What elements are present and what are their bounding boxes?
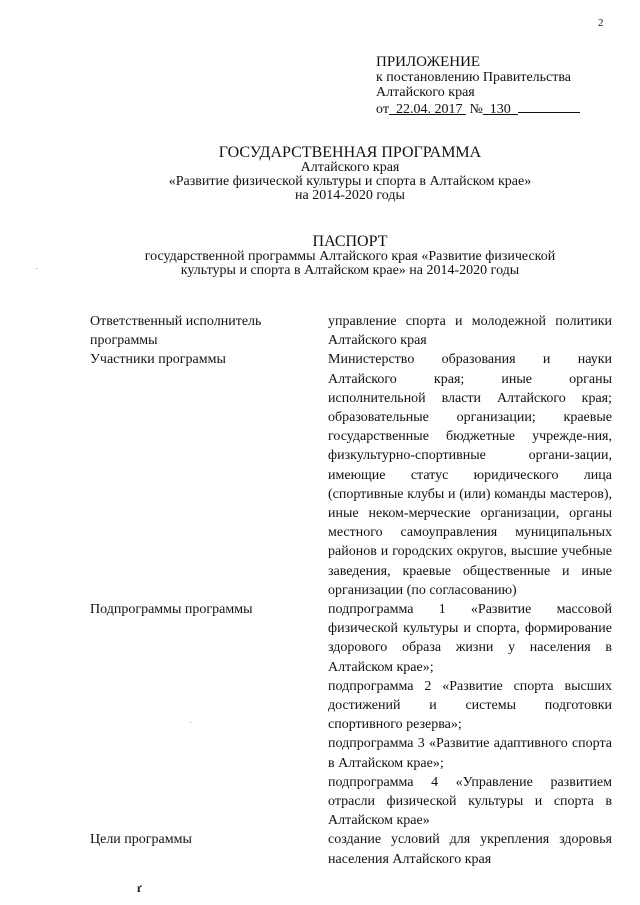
scan-speck — [36, 268, 37, 269]
passport-line-2: культуры и спорта в Алтайском крае» на 2014-2020 годы — [180, 263, 520, 278]
appendix-header — [376, 55, 580, 117]
row-value-list — [328, 600, 612, 830]
program-line-2: «Развитие физической культуры и спорта в Алтайском крае» — [168, 174, 532, 189]
appendix-number: 130 — [489, 102, 511, 117]
row-label: Цели программы — [90, 832, 192, 848]
program-title: ГОСУДАРСТВЕННАЯ ПРОГРАММА — [218, 144, 482, 161]
row-value: создание условий для укрепления здоровья населения Алтайского края — [328, 832, 612, 867]
appendix-line-1: к постановлению Правительства — [376, 70, 572, 85]
number-fill-line — [518, 100, 580, 113]
row-value: Министерство образования и науки Алтайского края; иные органы исполнительной власти Алтайского края; образовательные организации; краевые государственные бюджетные учрежде-ния, физкультурно-спортивные органи-зации, имеющие статус юридического лица (спортивные клубы и (или) команды мастеров), иные неком-мерческие организации, органы местного самоуправления муниципальных районов и городских округов, высшие учебные заведения, краевые общественные и иные организации (по согласованию) — [328, 352, 612, 598]
page-number: 2 — [598, 17, 604, 29]
program-line-3: на 2014-2020 годы — [295, 188, 405, 203]
table-row — [90, 350, 612, 600]
stray-mark: ґ — [137, 881, 142, 895]
scan-speck — [190, 722, 191, 723]
table-row — [90, 312, 612, 350]
table-row — [90, 830, 612, 868]
appendix-title: ПРИЛОЖЕНИЕ — [376, 54, 481, 70]
program-title-block — [60, 144, 640, 203]
row-label: Участники программы — [90, 352, 226, 368]
number-prefix: № — [469, 102, 483, 117]
row-value: управление спорта и молодежной политики Алтайского края — [328, 314, 612, 349]
subprogram-item: подпрограмма 2 «Развитие спорта высших достижений и системы подготовки спортивного резерва»; — [328, 678, 612, 733]
appendix-line-2: Алтайского края — [376, 85, 475, 100]
subprogram-item: подпрограмма 1 «Развитие массовой физической культуры и спорта, формирование здорового образа жизни у населения в Алтайском крае»; — [328, 602, 612, 675]
row-label: Ответственный исполнитель программы — [90, 314, 262, 349]
appendix-date: 22.04. 2017 — [395, 102, 463, 117]
passport-title-block — [60, 233, 640, 278]
row-label: Подпрограммы программы — [90, 602, 253, 618]
date-prefix: от — [376, 102, 389, 117]
subprogram-item: подпрограмма 3 «Развитие адаптивного спорта в Алтайском крае»; — [328, 736, 612, 771]
passport-title: ПАСПОРТ — [312, 233, 388, 250]
program-line-1: Алтайского края — [300, 160, 400, 175]
passport-line-1: государственной программы Алтайского края «Развитие физической — [144, 249, 556, 264]
passport-table — [90, 312, 612, 869]
table-row — [90, 600, 612, 830]
appendix-date-line — [376, 100, 580, 117]
subprogram-item: подпрограмма 4 «Управление развитием отрасли физической культуры и спорта в Алтайском крае» — [328, 774, 612, 829]
